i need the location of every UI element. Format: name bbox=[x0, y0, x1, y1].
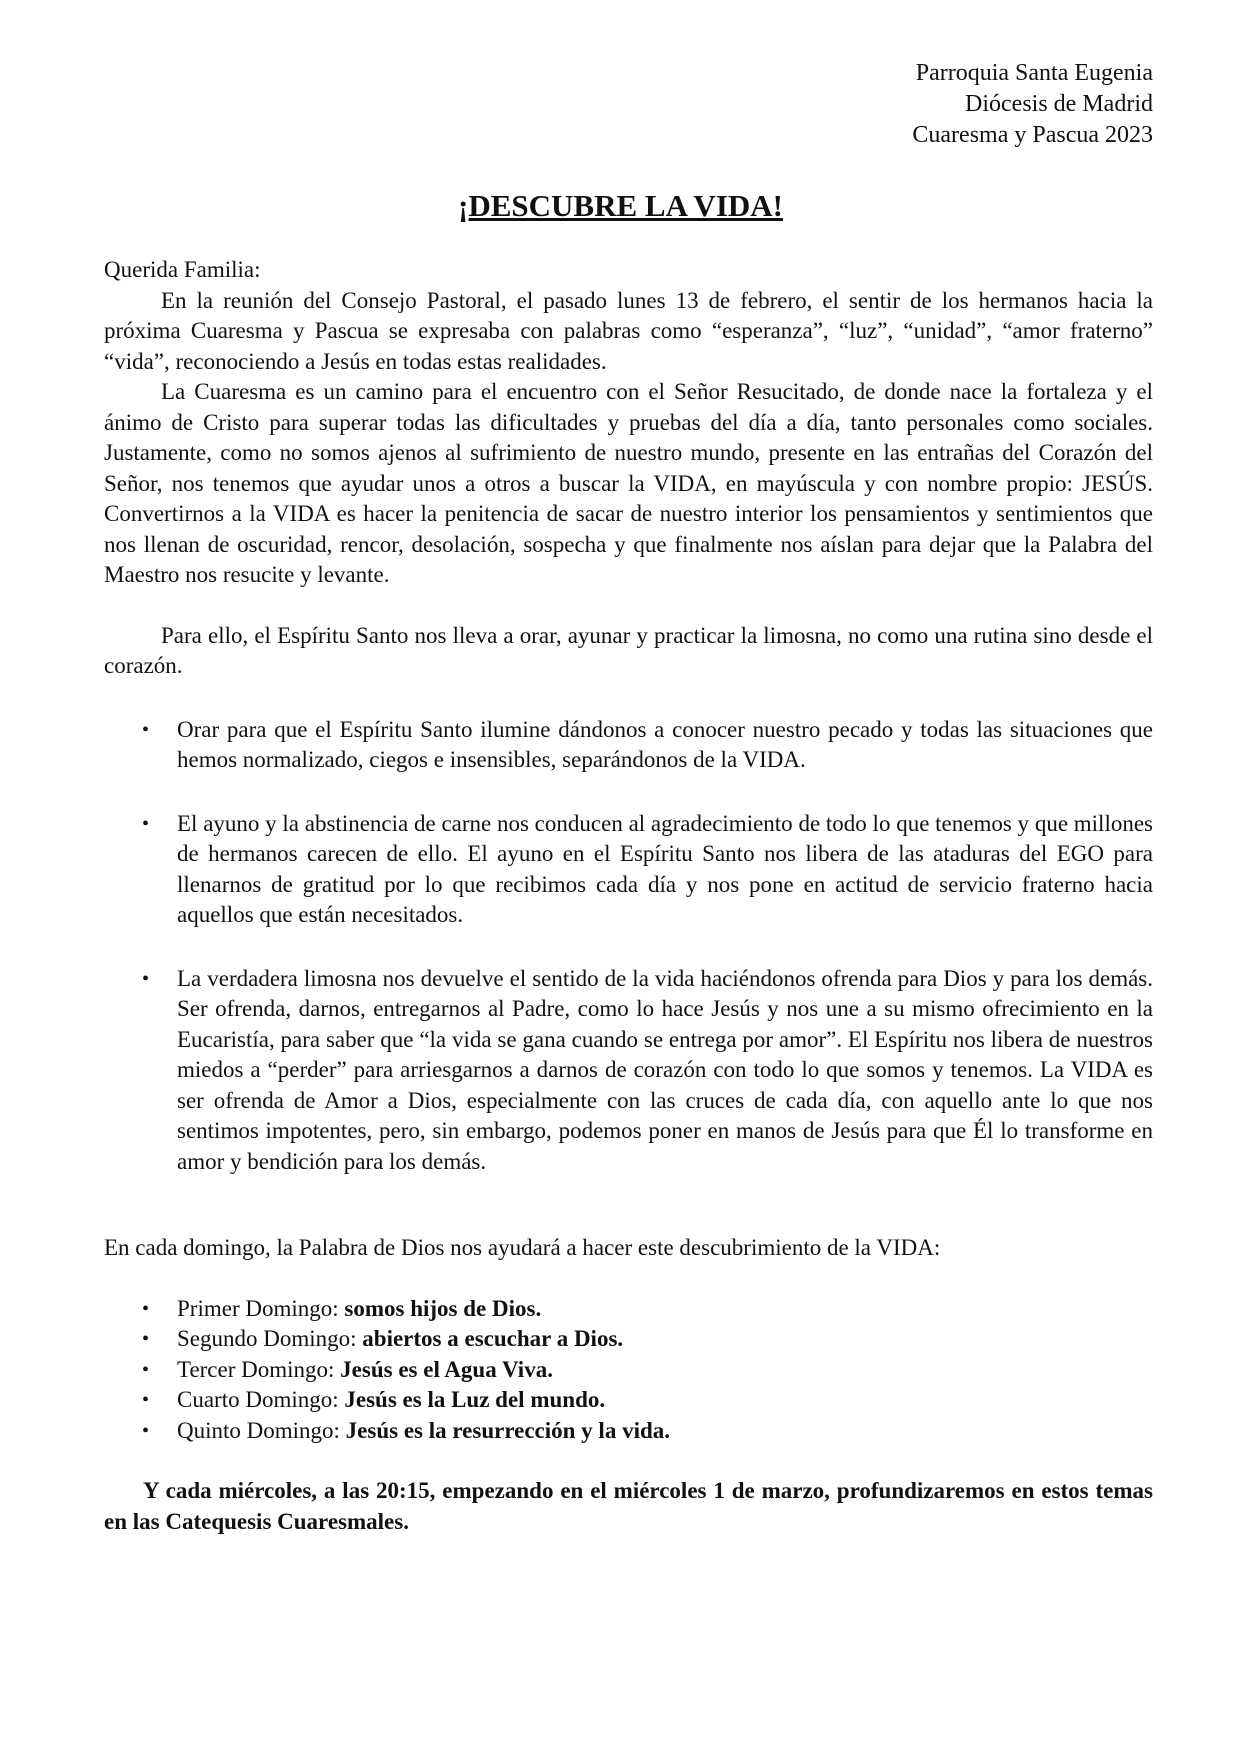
list-item bbox=[104, 1294, 1153, 1325]
closing-announcement: Y cada miércoles, a las 20:15, empezando en el miércoles 1 de marzo, profundizaremos en estos temas en las Catequesis Cuaresmales. bbox=[104, 1478, 1153, 1534]
letter-body bbox=[104, 255, 1153, 1537]
list-item bbox=[104, 1355, 1153, 1386]
bullet-icon: • bbox=[142, 1419, 150, 1442]
sunday-label: Quinto Domingo: bbox=[177, 1417, 346, 1443]
list-item bbox=[104, 715, 1153, 776]
bullet-icon: • bbox=[142, 718, 150, 741]
sunday-theme: Jesús es la Luz del mundo. bbox=[344, 1387, 606, 1412]
parish-header bbox=[912, 58, 1153, 151]
bullet-icon: • bbox=[142, 1328, 150, 1350]
bullet-icon: • bbox=[142, 1389, 150, 1411]
sunday-label: Primer Domingo: bbox=[177, 1295, 345, 1321]
bullet-icon: • bbox=[142, 967, 150, 990]
page-title: ¡DESCUBRE LA VIDA! bbox=[458, 188, 783, 223]
practice-pray: Orar para que el Espíritu Santo ilumine dándonos a conocer nuestro pecado y todas las situaciones que hemos normalizado, ciegos e insensibles, separándonos de la VIDA. bbox=[177, 716, 1153, 772]
bullet-icon: • bbox=[142, 1297, 150, 1320]
diocese-name: Diócesis de Madrid bbox=[965, 91, 1153, 117]
list-item bbox=[104, 1385, 1153, 1416]
sunday-theme: Jesús es el Agua Viva. bbox=[340, 1356, 553, 1382]
practice-fast: El ayuno y la abstinencia de carne nos conducen al agradecimiento de todo lo que tenemos y que millones de hermanos carecen de ello. El ayuno en el Espíritu Santo nos libera de las ataduras del EGO para llenarnos de gratitud por lo que recibimos cada día y nos pone en actitud de servicio fraterno hacia aquellos que están necesitados. bbox=[177, 810, 1153, 927]
paragraph-pastoral-council: En la reunión del Consejo Pastoral, el pasado lunes 13 de febrero, el sentir de los hermanos hacia la próxima Cuaresma y Pascua se expresaba con palabras como “esperanza”, “luz”, “unidad”, “amor fraterno” “vida”, reconociendo a Jesús en todas estas realidades. bbox=[104, 287, 1153, 374]
list-item bbox=[104, 1416, 1153, 1447]
sunday-label: Tercer Domingo: bbox=[177, 1356, 341, 1382]
parish-name: Parroquia Santa Eugenia bbox=[915, 60, 1153, 86]
paragraph-holy-spirit: Para ello, el Espíritu Santo nos lleva a orar, ayunar y practicar la limosna, no como una rutina sino desde el corazón. bbox=[104, 622, 1153, 678]
sundays-intro: En cada domingo, la Palabra de Dios nos ayudará a hacer este descubrimiento de la VIDA: bbox=[104, 1235, 941, 1260]
sunday-label: Segundo Domingo: bbox=[177, 1326, 363, 1351]
greeting: Querida Familia: bbox=[104, 257, 261, 282]
sunday-theme: somos hijos de Dios. bbox=[344, 1295, 542, 1321]
paragraph-lent-path: La Cuaresma es un camino para el encuentro con el Señor Resucitado, de donde nace la fortaleza y el ánimo de Cristo para superar todas las dificultades y pruebas del día a día, tanto personales como sociales. Justamente, como no somos ajenos al sufrimiento de nuestro mundo, presente en las entrañas del Corazón del Señor, nos tenemos que ayudar unos a otros a buscar la VIDA, en mayúscula y con nombre propio: JESÚS. Convertirnos a la VIDA es hacer la penitencia de sacar de nuestro interior los pensamientos y sentimientos que nos llenan de oscuridad, rencor, desolación, sospecha y que finalmente nos aíslan para dejar que la Palabra del Maestro nos resucite y levante. bbox=[104, 379, 1153, 587]
sunday-label: Cuarto Domingo: bbox=[177, 1387, 345, 1412]
bullet-icon: • bbox=[142, 812, 150, 835]
sunday-theme: Jesús es la resurrección y la vida. bbox=[345, 1417, 670, 1443]
list-item bbox=[104, 809, 1153, 931]
practice-alms: La verdadera limosna nos devuelve el sentido de la vida haciéndonos ofrenda para Dios y para los demás. Ser ofrenda, darnos, entregarnos al Padre, como lo hace Jesús y nos une a su mismo ofrecimiento en la Eucaristía, para saber que “la vida se gana cuando se entrega por amor”. El Espíritu nos libera de nuestros miedos a “perder” para arriesgarnos a darnos de corazón con todo lo que somos y tenemos. La VIDA es ser ofrenda de Amor a Dios, especialmente con las cruces de cada día, con aquello ante lo que nos sentimos impotentes, pero, sin embargo, podemos poner en manos de Jesús para que Él lo transforme en amor y bendición para los demás. bbox=[177, 965, 1153, 1174]
sunday-theme: abiertos a escuchar a Dios. bbox=[362, 1326, 624, 1351]
bullet-icon: • bbox=[142, 1358, 150, 1381]
practices-list bbox=[104, 715, 1153, 1178]
sundays-list bbox=[104, 1294, 1153, 1447]
list-item bbox=[104, 1324, 1153, 1355]
season-year: Cuaresma y Pascua 2023 bbox=[912, 122, 1153, 148]
list-item bbox=[104, 964, 1153, 1178]
